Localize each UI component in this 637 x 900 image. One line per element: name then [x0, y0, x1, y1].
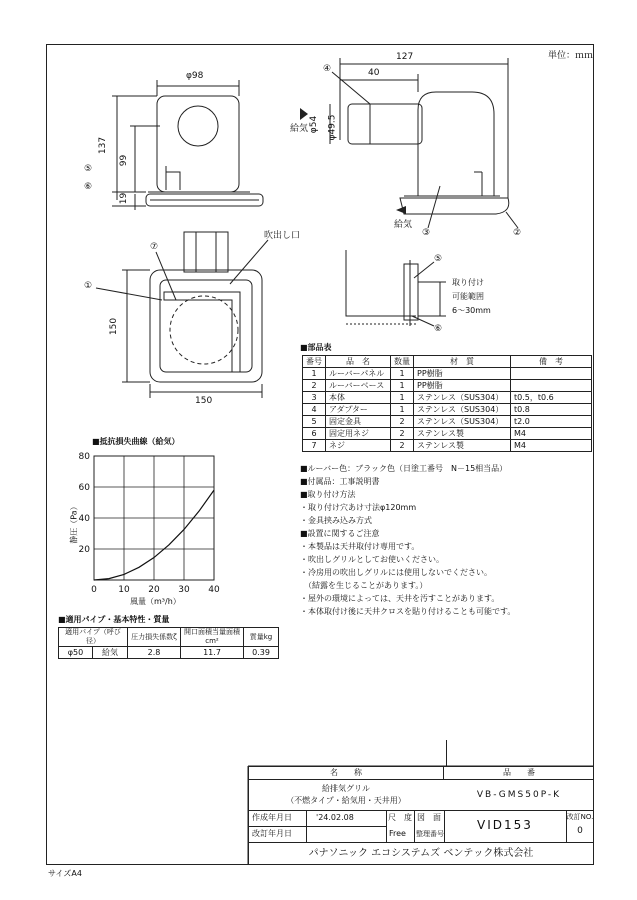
- parts-cell: M4: [511, 428, 592, 440]
- basic-title: ■適用パイプ・基本特性・質量: [58, 615, 170, 624]
- title-name-line2: （不燃タイプ・給気用・天井用）: [286, 796, 406, 805]
- front-bracket: [166, 166, 180, 190]
- dim-40: 40: [368, 68, 380, 78]
- parts-cell: 固定用ネジ: [326, 428, 391, 440]
- parts-cell: 本体: [326, 392, 391, 404]
- created-date: '24.02.08: [316, 813, 354, 822]
- scale-value: Free: [389, 829, 406, 838]
- parts-cell: 2: [303, 380, 326, 392]
- dim-150-horizontal: 150: [195, 396, 213, 406]
- parts-cell: 1: [391, 392, 414, 404]
- callout-2: ②: [513, 228, 522, 238]
- side-bracket: [474, 172, 482, 196]
- note-line: ・金具挟み込み方式: [300, 516, 372, 525]
- install-ceiling: [346, 250, 416, 316]
- parts-cell: PP樹脂: [414, 368, 511, 380]
- callout-5a: ⑤: [84, 164, 93, 174]
- parts-cell: t0.5，t0.6: [511, 392, 592, 404]
- callout-3: ③: [422, 228, 431, 238]
- parts-cell: t2.0: [511, 416, 592, 428]
- dim-137: 137: [98, 136, 109, 155]
- chart-y-tick-label: 20: [78, 545, 90, 555]
- parts-cell: ステンレス（SUS304）: [414, 404, 511, 416]
- parts-row: [303, 368, 592, 380]
- parts-cell: 3: [303, 392, 326, 404]
- parts-cell: 7: [303, 440, 326, 452]
- parts-header: 備 考: [511, 356, 592, 368]
- install-range-label-2: 可能範囲: [452, 292, 484, 301]
- dim-d49-5: φ49.5: [327, 114, 338, 141]
- callout-7: ⑦: [150, 242, 159, 252]
- parts-header: 品 名: [326, 356, 391, 368]
- note-line: （結露を生じることがあります。）: [300, 581, 428, 590]
- parts-cell: PP樹脂: [414, 380, 511, 392]
- notes-list: [300, 462, 515, 618]
- parts-cell: 1: [391, 368, 414, 380]
- basic-header-zeta: 圧力損失係数ζ: [128, 628, 181, 647]
- note-line: ・吹出しグリルとしてお使いください。: [300, 555, 444, 564]
- title-product-number: VB-GMS50P-K: [476, 790, 562, 800]
- note-line: ・本体取付け後に天井クロスを貼り付けることも可能です。: [300, 607, 516, 616]
- basic-mass: 0.39: [244, 647, 279, 659]
- dim-d98: φ98: [186, 71, 204, 81]
- parts-header: 材 質: [414, 356, 511, 368]
- dim-19: 19: [119, 192, 130, 205]
- basic-type: 給気: [93, 647, 128, 659]
- chart-y-tick-label: 80: [78, 452, 90, 462]
- note-line: ■付属品：工事説明書: [300, 477, 380, 486]
- front-body: [157, 96, 239, 192]
- parts-cell: ルーバーベース: [326, 380, 391, 392]
- callout-5b: ⑤: [434, 254, 443, 264]
- supply-out-label: 給気: [394, 220, 413, 230]
- title-number-header: 品 番: [503, 768, 535, 777]
- basic-header-area: 開口面積当量面積cm²: [181, 628, 244, 647]
- chart-x-tick-label: 10: [118, 585, 130, 595]
- bottom-outer: [150, 270, 262, 382]
- dim-150-vertical: 150: [109, 317, 120, 336]
- parts-cell: [511, 368, 592, 380]
- parts-cell: 2: [391, 416, 414, 428]
- parts-cell: M4: [511, 440, 592, 452]
- parts-cell: 2: [391, 428, 414, 440]
- unit-label: 単位：ｍｍ: [548, 51, 594, 61]
- basic-area: 11.7: [181, 647, 244, 659]
- size-label: サイズA4: [48, 869, 82, 878]
- front-pipe-circle: [178, 106, 218, 146]
- parts-cell: ステンレス製: [414, 428, 511, 440]
- side-louver: [400, 198, 509, 214]
- parts-cell: 1: [391, 404, 414, 416]
- chart-ylabel: 静圧（Pa）: [69, 502, 79, 544]
- ref-number: VID153: [477, 818, 533, 832]
- parts-row: [303, 428, 592, 440]
- parts-row: [303, 404, 592, 416]
- dim-127: 127: [396, 52, 414, 62]
- basic-header-pipe: 適用パイプ（呼び径）: [59, 628, 128, 647]
- supply-in-label: 給気: [290, 124, 309, 134]
- rev-number: 0: [577, 826, 583, 836]
- parts-row: [303, 392, 592, 404]
- parts-cell: 固定金具: [326, 416, 391, 428]
- outlet-label: 吹出し口: [264, 231, 301, 241]
- chart-y-tick-label: 60: [78, 483, 90, 493]
- title-block-divider: [446, 740, 447, 766]
- dim-d54: φ54: [309, 115, 320, 134]
- parts-row: [303, 440, 592, 452]
- parts-cell: 1: [303, 368, 326, 380]
- parts-table: [302, 355, 592, 452]
- note-line: ・取り付け穴あけ寸法φ120mm: [300, 503, 417, 512]
- bottom-pipe: [184, 232, 228, 272]
- parts-row: [303, 380, 592, 392]
- parts-cell: 2: [391, 440, 414, 452]
- parts-header-row: [303, 356, 592, 368]
- parts-cell: 5: [303, 416, 326, 428]
- ref-label: 整理番号: [416, 830, 444, 838]
- basic-pipe: φ50: [59, 647, 93, 659]
- callout-6b: ⑥: [434, 324, 443, 334]
- parts-cell: ネジ: [326, 440, 391, 452]
- company-name: パナソニック エコシステムズ ベンテック株式会社: [308, 848, 534, 859]
- chart-x-tick-label: 20: [148, 585, 160, 595]
- rev-label: 改訂NO.: [566, 813, 594, 821]
- chart-xlabel: 風量（m³/h）: [130, 597, 181, 606]
- bottom-circle: [170, 296, 238, 364]
- side-body: [418, 92, 494, 196]
- parts-cell: ステンレス（SUS304）: [414, 392, 511, 404]
- chart-x-tick-label: 40: [208, 585, 220, 595]
- parts-cell: アダプター: [326, 404, 391, 416]
- parts-cell: ステンレス（SUS304）: [414, 416, 511, 428]
- note-line: ■設置に関するご注意: [300, 529, 380, 538]
- basic-zeta: 2.8: [128, 647, 181, 659]
- callout-6a: ⑥: [84, 182, 93, 192]
- parts-cell: 1: [391, 380, 414, 392]
- install-range-label-1: 取り付け: [452, 278, 484, 287]
- note-line: ・冷房用の吹出しグリルには使用しないでください。: [300, 568, 492, 577]
- parts-cell: ステンレス製: [414, 440, 511, 452]
- loss-curve-chart: [58, 450, 258, 610]
- callout-1: ①: [84, 281, 93, 291]
- title-name-line1: 給排気グリル: [322, 784, 370, 793]
- parts-title: ■部品表: [300, 343, 332, 352]
- created-label: 作成年月日: [252, 813, 292, 822]
- dim-99: 99: [119, 154, 130, 167]
- chart-x-tick-label: 0: [91, 585, 97, 595]
- parts-cell: t0.8: [511, 404, 592, 416]
- install-range-label-3: 6～30mm: [452, 306, 491, 315]
- note-line: ・屋外の環境によっては、天井を汚すことがあります。: [300, 594, 500, 603]
- chart-x-tick-label: 30: [178, 585, 190, 595]
- parts-cell: 6: [303, 428, 326, 440]
- note-line: ・本製品は天井取付け専用です。: [300, 542, 420, 551]
- callout-4: ④: [323, 64, 332, 74]
- basic-table: [58, 627, 279, 659]
- parts-header: 数量: [391, 356, 414, 368]
- chart-y-tick-label: 40: [78, 514, 90, 524]
- bottom-louver-slot: [164, 292, 240, 372]
- drawing-label: 図 面: [417, 813, 441, 822]
- revised-label: 改訂年月日: [252, 829, 292, 838]
- scale-label: 尺 度: [388, 813, 412, 822]
- parts-cell: [511, 380, 592, 392]
- install-bracket: [404, 264, 418, 320]
- parts-row: [303, 416, 592, 428]
- note-line: ■ルーバー色：ブラック色（日塗工番号 N－15相当品）: [300, 464, 508, 473]
- chart-title: ■抵抗損失曲線（給気）: [92, 437, 180, 446]
- note-line: ■取り付け方法: [300, 490, 356, 499]
- parts-cell: 4: [303, 404, 326, 416]
- side-adapter: [348, 104, 422, 144]
- basic-header-mass: 質量kg: [244, 628, 279, 647]
- parts-cell: ルーバーパネル: [326, 368, 391, 380]
- parts-header: 番号: [303, 356, 326, 368]
- title-name-header: 名 称: [330, 768, 362, 777]
